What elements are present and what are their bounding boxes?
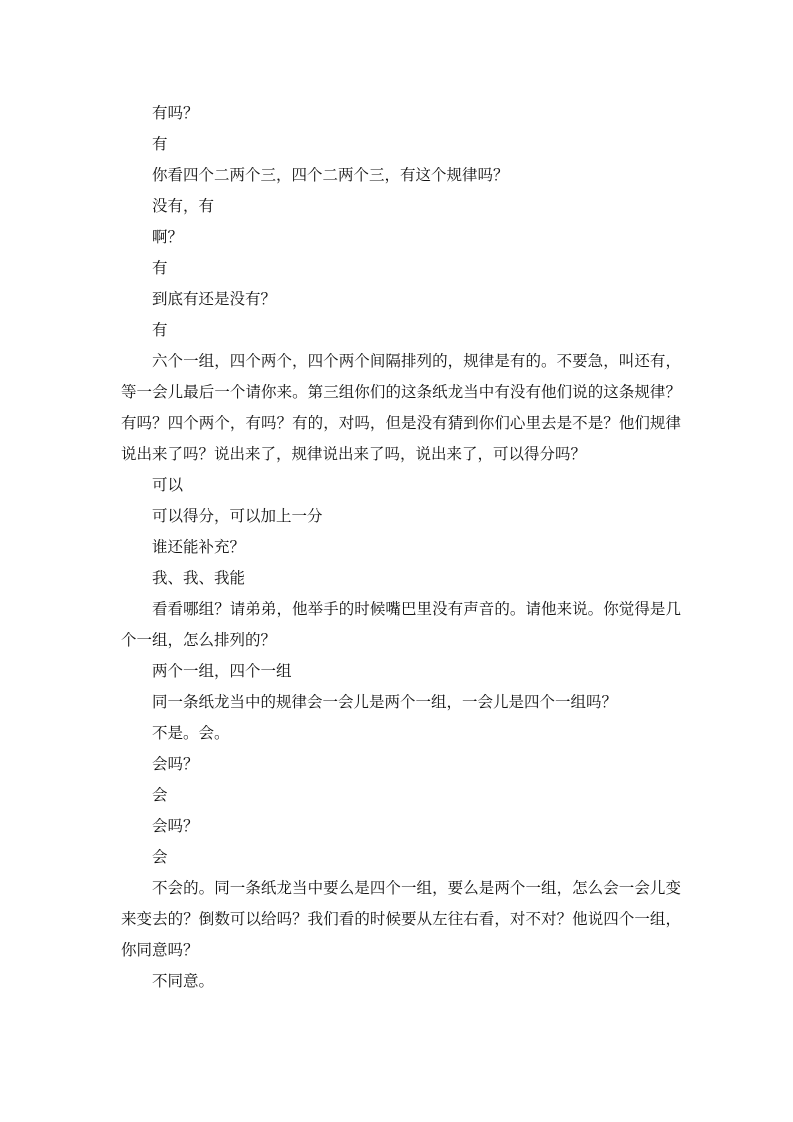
paragraph: 可以	[152, 476, 184, 494]
paragraph: 看看哪组？请弟弟，他举手的时候嘴巴里没有声音的。请他来说。你觉得是几个一组，怎么排列的？	[121, 600, 681, 649]
paragraph: 不是。会。	[152, 724, 230, 742]
paragraph: 会	[152, 786, 168, 804]
document-body	[121, 98, 681, 997]
paragraph: 会吗？	[152, 817, 199, 835]
paragraph: 两个一组，四个一组	[152, 662, 292, 680]
paragraph: 有	[152, 135, 168, 153]
paragraph: 同一条纸龙当中的规律会一会儿是两个一组，一会儿是四个一组吗？	[152, 693, 618, 711]
paragraph: 会吗？	[152, 755, 199, 773]
paragraph: 可以得分，可以加上一分	[152, 507, 323, 525]
paragraph: 会	[152, 848, 168, 866]
paragraph: 没有，有	[152, 197, 215, 215]
paragraph: 不会的。同一条纸龙当中要么是四个一组，要么是两个一组，怎么会一会儿变来变去的？倒数可以给吗？我们看的时候要从左往右看，对不对？他说四个一组，你同意吗？	[121, 879, 681, 959]
paragraph: 啊？	[152, 228, 184, 246]
paragraph: 有吗？	[152, 104, 199, 122]
paragraph: 我、我、我能	[152, 569, 246, 587]
paragraph: 到底有还是没有？	[152, 290, 277, 308]
paragraph: 不同意。	[152, 972, 215, 990]
paragraph: 有	[152, 321, 168, 339]
paragraph: 谁还能补充？	[152, 538, 246, 556]
paragraph: 有	[152, 259, 168, 277]
paragraph: 六个一组，四个两个，四个两个间隔排列的，规律是有的。不要急，叫还有，等一会儿最后一个请你来。第三组你们的这条纸龙当中有没有他们说的这条规律？有吗？四个两个，有吗？有的，对吗，但是没有猜到你们心里去是不是？他们规律说出来了吗？说出来了，规律说出来了吗，说出来了，可以得分吗？	[121, 352, 681, 463]
paragraph: 你看四个二两个三，四个二两个三，有这个规律吗？	[152, 166, 509, 184]
